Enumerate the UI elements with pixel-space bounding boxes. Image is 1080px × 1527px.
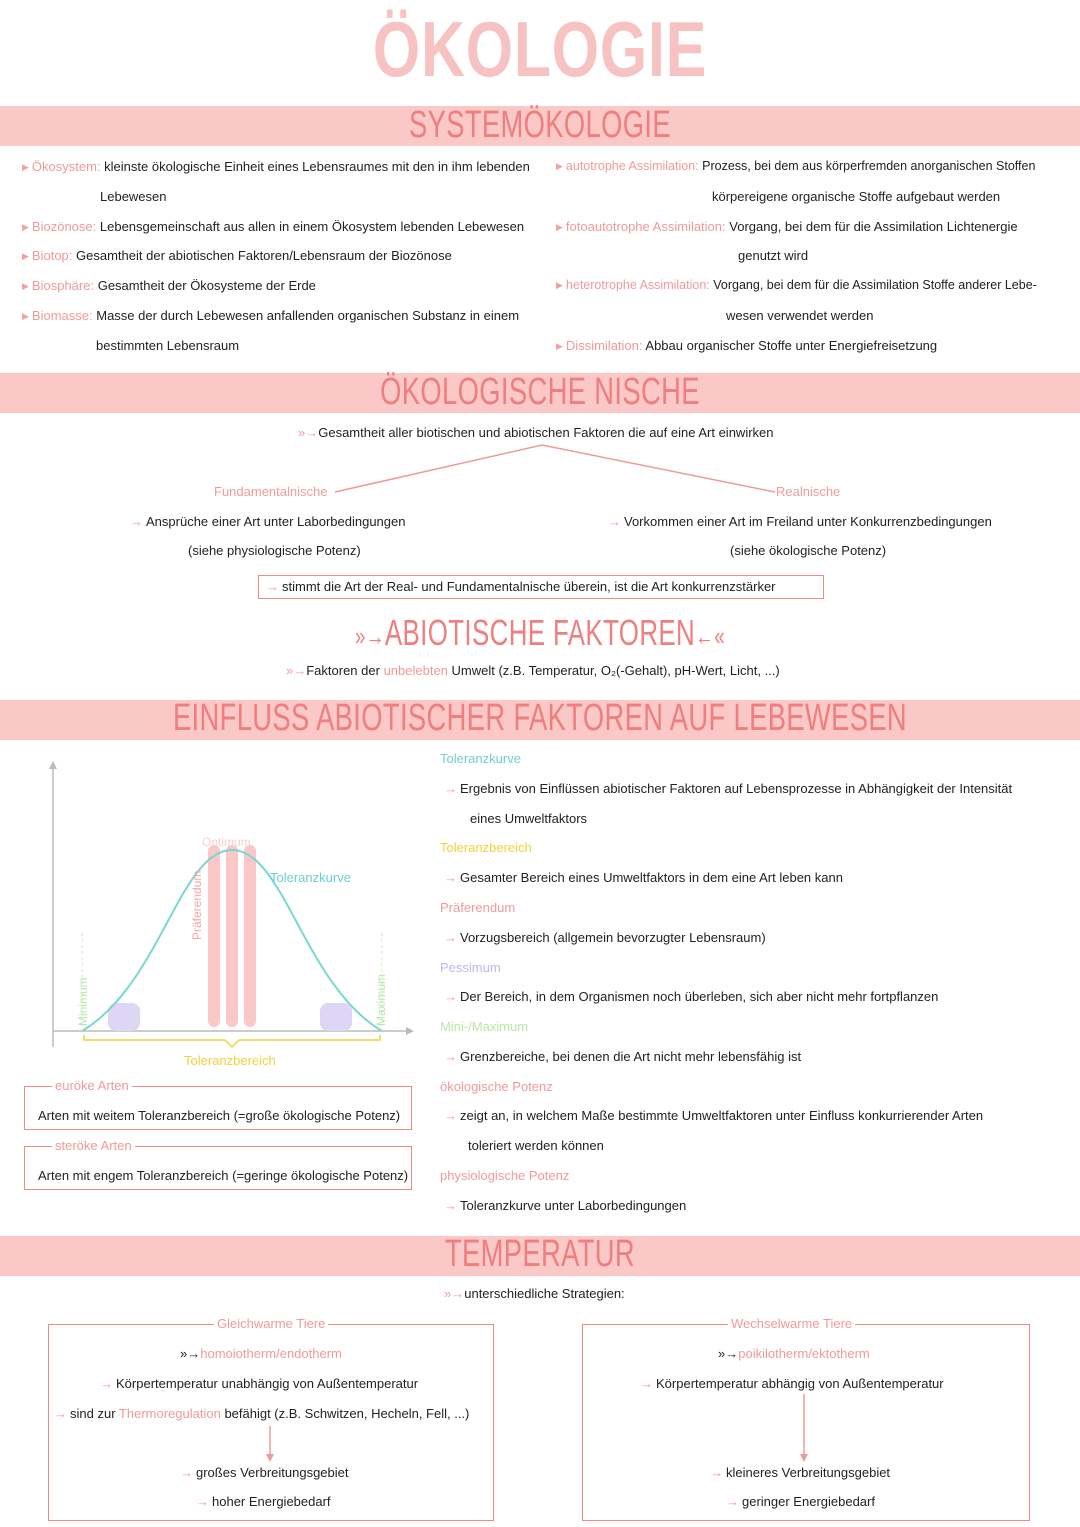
term-physiologische-potenz: physiologische Potenz [440,1168,570,1183]
praeferendum-bar-3 [244,845,256,1027]
abiotisch-definition: »→Faktoren der unbelebten Umwelt (z.B. Temperatur, O₂(-Gehalt), pH-Wert, Licht, ...) [286,663,780,678]
term-praeferendum: Präferendum [440,900,516,915]
realnische-text: → Vorkommen einer Art im Freiland unter Konkurrenzbedingungen [608,514,992,529]
def-biotop: ▶ Biotop: Gesamtheit der abiotischen Faktoren/Lebensraum der Biozönose [22,248,452,263]
wechselwarm-type: »→poikilotherm/ektotherm [718,1346,870,1361]
praeferendum-bar-1 [208,845,220,1027]
term-minimaximum-text: → Grenzbereiche, bei denen die Art nicht mehr lebensfähig ist [444,1049,801,1064]
gleichwarm-line1: → Körpertemperatur unabhängig von Außentemperatur [100,1376,418,1391]
def-heterotroph-cont: wesen verwendet werden [726,308,874,323]
fundamentalnische-note: (siehe physiologische Potenz) [188,543,361,558]
term-minimaximum: Mini-/Maximum [440,1019,529,1034]
heading-abiotisch: »→ABIOTISCHE FAKTOREN←« [355,612,725,653]
toleranz-diagram [20,755,420,1075]
def-oekosystem-cont: Lebewesen [100,189,167,204]
label-maximum: Maximum [374,973,388,1026]
def-fotoautotroph-cont: genutzt wird [738,248,809,263]
page-title: ÖKOLOGIE [372,5,708,93]
euryoek-label: euröke Arten [52,1078,132,1093]
label-minimum: Minimum [76,977,90,1026]
term-toleranzbereich-text: → Gesamter Bereich eines Umweltfaktors in dem eine Art leben kann [444,870,843,885]
term-pessimum-text: → Der Bereich, in dem Organismen noch überleben, sich aber nicht mehr fortpflanzen [444,989,938,1004]
toleranzbereich-brace [84,1035,380,1047]
gleichwarm-result2: → hoher Energiebedarf [196,1494,331,1509]
gleichwarm-type: »→homoiotherm/endotherm [180,1346,342,1361]
nische-definition: »→Gesamtheit aller biotischen und abiotischen Faktoren die auf eine Art einwirken [298,425,774,440]
term-toleranzkurve-text2: eines Umweltfaktors [470,811,588,826]
y-axis-arrow [49,761,57,769]
temperatur-intro: »→unterschiedliche Strategien: [444,1286,625,1301]
def-autotroph-cont: körpereigene organische Stoffe aufgebaut werden [712,189,1001,204]
label-toleranzbereich-diagram: Toleranzbereich [184,1053,276,1068]
stenoek-label: steröke Arten [52,1138,135,1153]
term-oekologische-potenz-text: → zeigt an, in welchem Maße bestimmte Umweltfaktoren unter Einfluss konkurrierender Arten [444,1108,983,1123]
wechselwarm-down-arrow [796,1392,812,1464]
term-oekologische-potenz-text2: toleriert werden können [468,1138,604,1153]
praeferendum-bar-2 [226,845,238,1027]
label-praeferendum: Präferendum [190,870,204,940]
nische-conclusion: → stimmt die Art der Real- und Fundamentalnische überein, ist die Art konkurrenzstärker [266,579,776,594]
realnische-note: (siehe ökologische Potenz) [730,543,887,558]
wechselwarm-line1: → Körpertemperatur abhängig von Außentemperatur [640,1376,944,1391]
euryoek-text: Arten mit weitem Toleranzbereich (=große ökologische Potenz) [38,1108,401,1123]
heading-temperatur: TEMPERATUR [444,1233,636,1275]
term-toleranzkurve-text: → Ergebnis von Einflüssen abiotischer Faktoren auf Lebensprozesse in Abhängigkeit der Intensität [444,781,1012,796]
wechselwarm-result1: → kleineres Verbreitungsgebiet [710,1465,890,1480]
heading-einfluss: EINFLUSS ABIOTISCHER FAKTOREN AUF LEBEWESEN [172,697,908,739]
gleichwarm-label: Gleichwarme Tiere [214,1316,328,1331]
pessimum-left [108,1003,140,1031]
stenoek-text: Arten mit engem Toleranzbereich (=geringe ökologische Potenz) [38,1168,409,1183]
def-biosphaere: ▶ Biosphäre: Gesamtheit der Ökosysteme der Erde [22,278,316,293]
heading-systemoekologie: SYSTEMÖKOLOGIE [409,104,671,146]
gleichwarm-result1: → großes Verbreitungsgebiet [180,1465,348,1480]
def-dissimilation: ▶ Dissimilation: Abbau organischer Stoffe unter Energiefreisetzung [556,338,937,353]
def-heterotroph: ▶ heterotrophe Assimilation: Vorgang, bei dem für die Assimilation Stoffe anderer Lebe- [556,278,1037,292]
gleichwarm-line2: → sind zur Thermoregulation befähigt (z.B. Schwitzen, Hecheln, Fell, ...) [54,1406,469,1421]
gleichwarm-down-arrow [262,1424,278,1464]
term-praeferendum-text: → Vorzugsbereich (allgemein bevorzugter Lebensraum) [444,930,766,945]
fundamentalnische-text: → Ansprüche einer Art unter Laborbedingungen [130,514,405,529]
def-fotoautotroph: ▶ fotoautotrophe Assimilation: Vorgang, bei dem für die Assimilation Lichtenergie [556,219,1018,234]
label-optimum: Optimum [202,835,251,849]
x-axis-arrow [406,1027,414,1035]
def-biozoenose: ▶ Biozönose: Lebensgemeinschaft aus allen in einem Ökosystem lebenden Lebewesen [22,219,524,234]
term-physiologische-potenz-text: → Toleranzkurve unter Laborbedingungen [444,1198,686,1213]
realnische-label: Realnische [776,484,841,499]
wechselwarm-result2: → geringer Energiebedarf [726,1494,875,1509]
pessimum-right [320,1003,352,1031]
def-biomasse: ▶ Biomasse: Masse der durch Lebewesen anfallenden organischen Substanz in einem [22,308,519,323]
def-oekosystem: ▶ Ökosystem: kleinste ökologische Einheit eines Lebensraumes mit den in ihm lebenden [22,159,530,174]
term-pessimum: Pessimum [440,960,501,975]
nische-branch-lines [330,440,780,500]
fundamentalnische-label: Fundamentalnische [214,484,328,499]
term-toleranzbereich: Toleranzbereich [440,840,532,855]
def-autotroph: ▶ autotrophe Assimilation: Prozess, bei dem aus körperfremden anorganischen Stoffen [556,159,1035,173]
heading-nische: ÖKOLOGISCHE NISCHE [380,371,700,413]
label-toleranzkurve-diagram: Toleranzkurve [270,870,351,885]
term-oekologische-potenz: ökologische Potenz [440,1079,553,1094]
term-toleranzkurve: Toleranzkurve [440,751,521,766]
def-biomasse-cont: bestimmten Lebensraum [96,338,240,353]
wechselwarm-label: Wechselwarme Tiere [728,1316,855,1331]
